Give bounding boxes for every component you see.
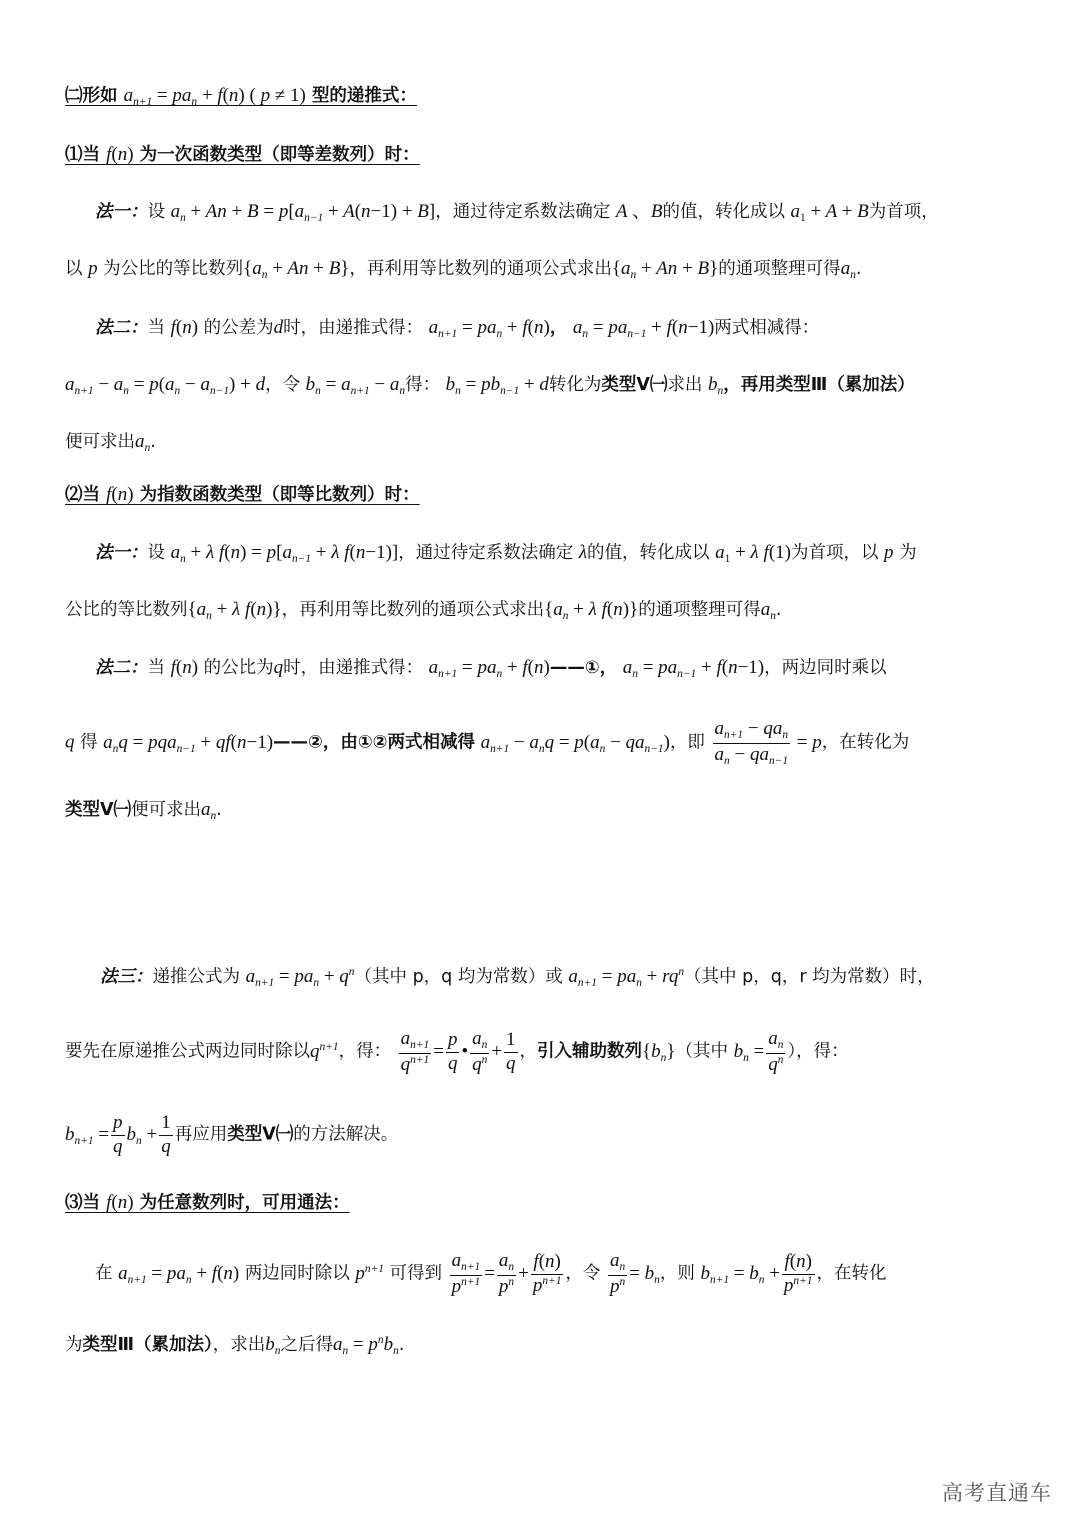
formula: d <box>273 317 284 338</box>
formula: $a_n$ <box>840 258 856 281</box>
text: 为首项， <box>868 202 939 222</box>
formula-fraction: $\frac{a_n}{p^n}$ = $b_n$ <box>610 1250 660 1297</box>
text: ，即 <box>669 732 705 753</box>
method-tag: 法一： <box>95 543 148 563</box>
formula: $a_{n+1} = pa_n + q^n$ <box>245 966 355 989</box>
text: ，通过待定系数法确定 <box>435 202 611 222</box>
method-tag: 法三： <box>100 967 153 987</box>
case2-method1-line2 <box>65 600 781 622</box>
formula-fraction: $\frac{a_{n+1}}{p^{n+1}}$ = $\frac{a_n}{p^n}$ + $\frac{f(n)}{p^{n+1}}$ <box>451 1250 562 1297</box>
text: . <box>216 800 222 820</box>
text: ，两边同时乘以 <box>764 658 887 678</box>
text: ， <box>549 318 568 338</box>
text: 再应用 <box>174 1124 228 1145</box>
text: 便可求出 <box>65 432 135 452</box>
method-tag: 法一： <box>95 202 148 222</box>
formula: $b_n$ <box>265 1334 281 1357</box>
text: 的方法解决。 <box>293 1124 399 1145</box>
heading-prefix: ㈡形如 <box>65 86 118 106</box>
case2-method3-line3 <box>65 1112 398 1159</box>
text: ，求出 <box>212 1335 266 1355</box>
text: ——②，由①②两式相减得 <box>273 732 475 753</box>
text: 以 <box>65 259 83 279</box>
text: 两式相减得： <box>714 318 820 338</box>
watermark: 高考直通车 <box>942 1481 1052 1505</box>
formula-fraction: $b_n$ = $\frac{a_n}{q^n}$ <box>733 1028 784 1075</box>
text: 当 <box>147 318 165 338</box>
text: 两边同时除以 <box>244 1263 350 1284</box>
formula: $a_1 + \lambda$ f(1) <box>715 542 791 565</box>
formula: λ <box>578 542 588 563</box>
text: 递推公式为 <box>152 967 240 987</box>
formula: $a_n + \lambda$ $f(n) = p[a_{n-1} + \lambda$ f(n−1)] <box>170 542 399 565</box>
case3-label: ⑶当 <box>65 1193 100 1213</box>
text: 设 <box>147 202 165 222</box>
text: 的通项整理可得 <box>638 600 761 620</box>
text: 当 <box>147 658 165 678</box>
formula: f(n) <box>170 317 199 338</box>
case2-suffix: 为指数函数类型（即等比数列）时： <box>139 485 420 505</box>
text: 之后得 <box>280 1335 333 1355</box>
formula-fraction: $b_{n+1} = b_n$ + $\frac{f(n)}{p^{n+1}}$ <box>700 1250 813 1296</box>
formula: $b_n = a_{n+1} - a_n$ <box>305 374 406 397</box>
section-heading <box>65 86 417 108</box>
text: 的通项整理可得 <box>718 259 841 279</box>
formula-fn: f(n) <box>106 484 134 505</box>
text: 的公比为 <box>203 658 274 678</box>
formula: $a_{n+1} = pa_n + f(n)$ <box>118 1262 240 1286</box>
case2-method2-line2 <box>65 718 909 768</box>
text: 公比的等比数列 <box>65 600 188 620</box>
text: 类型Ⅴ㈠ <box>65 800 132 820</box>
case2-method1-line1 <box>95 543 917 565</box>
text: 类型Ⅲ（累加法） <box>82 1335 213 1355</box>
formula: p <box>88 258 98 279</box>
case1-method1-line1 <box>95 202 939 224</box>
formula: $a_{n+1} = pa_n + rq^n$ <box>568 966 685 989</box>
text: ，在转化为 <box>821 732 910 753</box>
text: 为公比的等比数列 <box>103 259 244 279</box>
formula: $q^{n+1}$ <box>310 1040 339 1062</box>
text: 为首项，以 <box>790 543 879 563</box>
text: ，令 <box>565 1263 601 1284</box>
case3-body-line2 <box>65 1335 404 1357</box>
text: 要先在原递推公式两边同时除以 <box>65 1041 310 1062</box>
method-tag: 法二： <box>95 658 148 678</box>
case2-heading <box>65 485 420 505</box>
formula: $a_1 + A + B$ <box>790 201 869 224</box>
formula-fraction: $\frac{a_{n+1}}{q^{n+1}}$ = $\frac{p}{q}$ • $\frac{a_n}{q^n}$ + $\frac{1}{q}$ <box>400 1028 516 1075</box>
case2-method3-line1 <box>100 967 935 989</box>
formula: $a_n = pa_{n-1} + f(n-1)$ <box>622 657 765 680</box>
formula-fraction: $\frac{a_{n+1} - qa_n}{a_n - qa_{n-1}}$ = p <box>714 718 822 767</box>
text: 的值，转化成以 <box>587 543 710 563</box>
text: ， <box>519 1041 538 1062</box>
text: （其中 p，q，r 均为常数）时， <box>684 967 935 987</box>
text: ，通过待定系数法确定 <box>398 543 574 563</box>
text: . <box>855 259 862 279</box>
case2-label: ⑵当 <box>65 485 100 505</box>
text: 得 <box>80 732 98 753</box>
text: 可得到 <box>389 1263 443 1284</box>
formula: $p^{n+1}$ <box>355 1262 384 1284</box>
formula-fn: f(n) <box>106 1192 134 1213</box>
text: 在 <box>95 1263 113 1284</box>
case1-suffix: 为一次函数类型（即等差数列）时： <box>139 145 420 165</box>
formula: $a_n$ <box>201 799 217 822</box>
text: 为 <box>899 543 917 563</box>
formula: $a_nq = pqa_{n-1} + qf(n-1)$ <box>103 731 274 755</box>
formula-fraction: $b_{n+1}$ = $\frac{p}{q}$ $b_n$ + $\frac{1}{q}$ <box>65 1112 171 1157</box>
formula: $a_{n+1} - a_nq = p(a_n - qa_{n-1})$ <box>480 731 670 755</box>
text: （其中 <box>675 1041 728 1062</box>
formula: $a_n = pa_{n-1} + f(n-1)$ <box>572 317 715 340</box>
formula: $a_n + An + B = p[a_{n-1} + A(n-1) + B]$ <box>170 201 436 224</box>
case1-heading <box>65 145 420 165</box>
formula: $a_{n+1} = pa_n + f(n)$ <box>428 317 550 340</box>
text: 为 <box>65 1335 83 1355</box>
text: ，再利用等比数列的通项公式求出 <box>281 600 545 620</box>
case2-method2-line3 <box>65 800 222 822</box>
method-tag: 法二： <box>95 318 148 338</box>
case1-method2-line3 <box>65 432 156 454</box>
formula: p <box>884 542 894 563</box>
text: 类型Ⅲ（累加法） <box>775 375 915 395</box>
case1-method2-line1 <box>95 318 819 340</box>
case2-method2-line1 <box>95 658 887 680</box>
formula: f(n) <box>170 657 199 678</box>
case3-body-line1 <box>95 1250 887 1298</box>
formula: $a_n = p^nb_n$ <box>333 1334 399 1357</box>
case2-method3-line2 <box>65 1028 849 1076</box>
text: ——①， <box>549 658 618 678</box>
heading-suffix: 型的递推式： <box>311 86 417 106</box>
text: 类型Ⅴ㈠ <box>601 375 668 395</box>
text: 得： <box>405 375 441 395</box>
formula: $a_n$ <box>135 431 151 454</box>
case1-method2-line2 <box>65 375 915 397</box>
text: 时，由递推式得： <box>283 318 424 338</box>
text: 求出 <box>667 375 703 395</box>
text: 转化为 <box>548 375 602 395</box>
text: 的公差为 <box>203 318 274 338</box>
formula: $a_{n+1} - a_n = p(a_n - a_{n-1}) + d$ <box>65 374 266 397</box>
formula: $a_n$ <box>760 599 776 622</box>
text: ），得： <box>787 1041 849 1062</box>
formula-fn: f(n) <box>106 144 134 165</box>
case3-heading <box>65 1193 350 1213</box>
formula: $a_{n+1} = pa_n + f(n)$ <box>428 657 550 680</box>
text: 的值，转化成以 <box>662 202 785 222</box>
formula-recurrence: $a_{n+1} = pa_n + f(n)$ ( p ≠ 1) <box>123 85 306 108</box>
formula: q <box>65 731 75 753</box>
formula: $b_n = pb_{n-1} + d$ <box>445 374 549 397</box>
case1-method1-line2 <box>65 259 861 281</box>
text: 便可求出 <box>131 800 202 820</box>
text: 引入辅助数列 <box>537 1041 643 1062</box>
text: . <box>398 1335 405 1355</box>
formula: $\{a_n + An + B\}$ <box>611 258 719 281</box>
text: ，再用 <box>723 375 776 395</box>
text: （其中 p，q 均为常数）或 <box>354 967 563 987</box>
text: . <box>775 600 782 620</box>
formula: $\{b_n\}$ <box>642 1040 676 1064</box>
formula: q <box>273 657 284 678</box>
text: ，令 <box>265 375 301 395</box>
text: . <box>150 432 156 452</box>
text: 时，由递推式得： <box>283 658 424 678</box>
formula: {$a_n + \lambda$ f(n)} <box>544 599 639 622</box>
text: 类型Ⅴ㈠ <box>227 1124 294 1145</box>
case1-label: ⑴当 <box>65 145 100 165</box>
formula: {$a_n + \lambda$ f(n)} <box>187 599 282 622</box>
formula: $\{a_n + An + B\}$ <box>243 258 350 281</box>
text: ，再利用等比数列的通项公式求出 <box>349 259 612 279</box>
text: 设 <box>147 543 165 563</box>
text: ，在转化 <box>816 1263 887 1284</box>
case3-suffix: 为任意数列时，可用通法： <box>139 1193 350 1213</box>
text: ，则 <box>659 1263 695 1284</box>
text: ，得： <box>338 1041 392 1062</box>
formula: A 、B <box>615 201 663 222</box>
formula: $b_n$ <box>708 374 724 397</box>
